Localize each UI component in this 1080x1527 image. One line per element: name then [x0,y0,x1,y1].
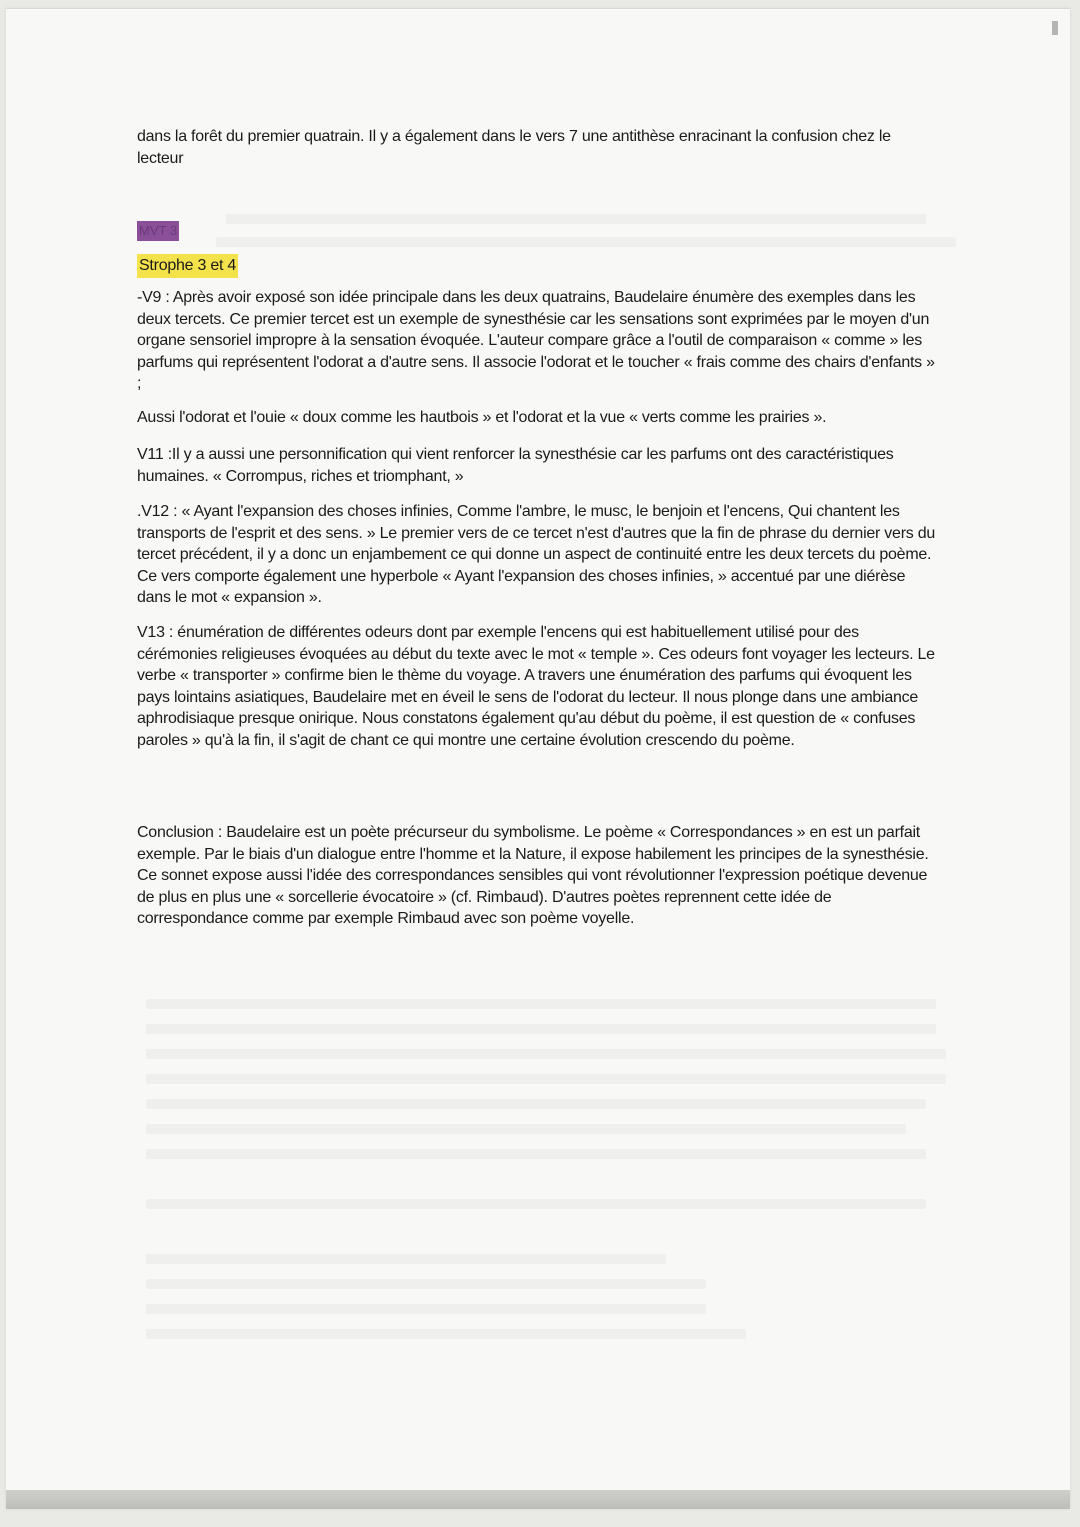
conclusion-text: Conclusion : Baudelaire est un poète précurseur du symbolisme. Le poème « Correspondances » en est un parfait exemple. Par le biais d'un dialogue entre l'homme et la Nature, il expose habilement les principes de la synesthésie. Ce sonnet expose aussi l'idée des correspondances sensibles qui vont révolutionner l'expression poétique devenue de plus en plus une « sorcellerie évocatoire » (cf. Rimbaud). D'autres poètes reprennent cette idée de correspondance comme par exemple Rimbaud avec son poème voyelle. [137,824,929,927]
bleed-through-line [216,237,956,247]
bleed-through-line [146,999,936,1009]
intro-paragraph [137,126,937,169]
bleed-through-line [146,1279,706,1289]
v9-paragraph [137,287,937,395]
bleed-through-line [146,1099,926,1109]
strophe-heading: Strophe 3 et 4 [137,254,238,278]
intro-text: dans la forêt du premier quatrain. Il y a également dans le vers 7 une antithèse enracinant la confusion chez le lecteur [137,128,891,167]
bleed-through-line [146,1024,936,1034]
bleed-through-line [146,1329,746,1339]
v9-text: -V9 : Après avoir exposé son idée principale dans les deux quatrains, Baudelaire énumère des exemples dans les deux tercets. Ce premier tercet est un exemple de synesthésie car les sensations sont exprimées par le moyen d'un organe sensoriel impropre à la sensation évoquée. L'auteur compare grâce a l'outil de comparaison « comme » les parfums qui représentent l'odorat a d'autre sens. Il associe l'odorat et le toucher « frais comme des chairs d'enfants » ; [137,289,935,392]
v9-continuation-text: Aussi l'odorat et l'ouie « doux comme les hautbois » et l'odorat et la vue « verts comme les prairies ». [137,409,827,426]
scan-mark [1052,21,1058,35]
page-bottom-edge [6,1490,1070,1509]
conclusion-paragraph [137,822,937,930]
bleed-through-line [146,1049,946,1059]
v13-paragraph [137,622,937,751]
bleed-through-line [146,1304,706,1314]
bleed-through-line [146,1199,926,1209]
bleed-through-line [146,1074,946,1084]
v11-text: V11 :Il y a aussi une personnification qui vient renforcer la synesthésie car les parfums ont des caractéristiques humaines. « Corrompus, riches et triomphant, » [137,446,894,485]
bleed-through-line [146,1254,666,1264]
v11-paragraph [137,444,937,487]
bleed-through-line [226,214,926,224]
bleed-through-line [146,1124,906,1134]
movement-label: MVT 3 [137,221,179,241]
v12-text: .V12 : « Ayant l'expansion des choses infinies, Comme l'ambre, le musc, le benjoin et l'encens, Qui chantent les transports de l'esprit et des sens. » Le premier vers de ce tercet n'est d'autres que la fin de phrase du dernier vers du tercet précédent, il y a donc un enjambement ce qui donne un aspect de continuité entre les deux tercets du poème. Ce vers comporte également une hyperbole « Ayant l'expansion des choses infinies, » accentué par une diérèse dans le mot « expansion ». [137,503,936,606]
v13-text: V13 : énumération de différentes odeurs dont par exemple l'encens qui est habituellement utilisé pour des cérémonies religieuses évoquées au début du texte avec le mot « temple ». Ces odeurs font voyager les lecteurs. Le verbe « transporter » confirme bien le thème du voyage. A travers une énumération des parfums qui évoquent les pays lointains asiatiques, Baudelaire met en éveil le sens de l'odorat du lecteur. Il nous plonge dans une ambiance aphrodisiaque presque onirique. Nous constatons également qu'au début du poème, il est question de « confuses paroles » qu'à la fin, il s'agit de chant ce qui montre une certaine évolution crescendo du poème. [137,624,935,749]
v12-paragraph [137,501,937,609]
v9-continuation-paragraph [137,407,937,429]
bleed-through-line [146,1149,926,1159]
